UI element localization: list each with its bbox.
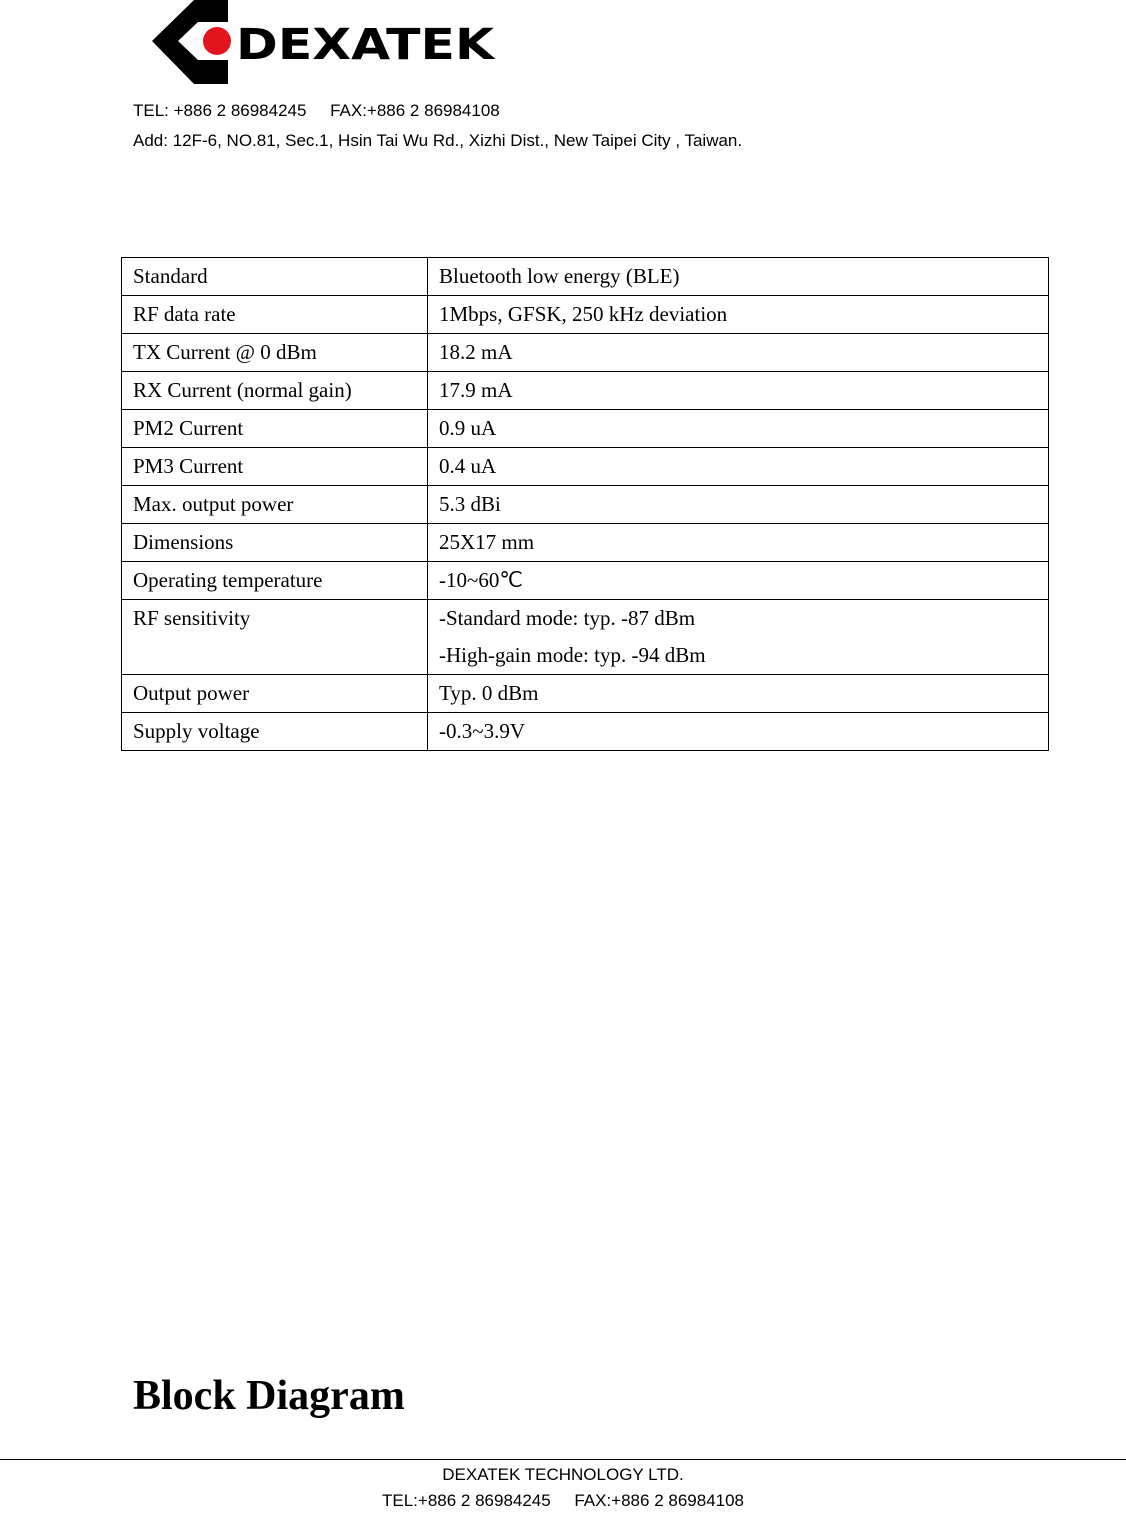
spec-label: Output power bbox=[122, 675, 428, 713]
spec-value: 25X17 mm bbox=[428, 524, 1049, 562]
spec-value: Bluetooth low energy (BLE) bbox=[428, 258, 1049, 296]
header-tel-fax: TEL: +886 2 86984245 FAX:+886 2 86984108 bbox=[133, 101, 500, 120]
table-row bbox=[122, 562, 1049, 600]
logo-wordmark: DEXATEK bbox=[236, 20, 496, 70]
spec-value-line: -Standard mode: typ. -87 dBm bbox=[439, 606, 696, 630]
header-address: Add: 12F-6, NO.81, Sec.1, Hsin Tai Wu Rd., Xizhi Dist., New Taipei City , Taiwan. bbox=[133, 131, 743, 150]
spec-value: 0.9 uA bbox=[428, 410, 1049, 448]
footer-divider bbox=[0, 1459, 1126, 1460]
table-row bbox=[122, 334, 1049, 372]
contact-block bbox=[133, 96, 742, 156]
table-row bbox=[122, 258, 1049, 296]
footer-company: DEXATEK TECHNOLOGY LTD. bbox=[442, 1465, 684, 1484]
spec-value: 18.2 mA bbox=[428, 334, 1049, 372]
spec-value: -0.3~3.9V bbox=[428, 713, 1049, 751]
spec-value-line: -High-gain mode: typ. -94 dBm bbox=[439, 643, 706, 667]
table-row bbox=[122, 448, 1049, 486]
table-row bbox=[122, 410, 1049, 448]
spec-label: PM3 Current bbox=[122, 448, 428, 486]
spec-table bbox=[121, 257, 1049, 751]
logo-red-dot bbox=[203, 27, 231, 55]
table-row bbox=[122, 296, 1049, 334]
spec-value: 1Mbps, GFSK, 250 kHz deviation bbox=[428, 296, 1049, 334]
spec-label: RF data rate bbox=[122, 296, 428, 334]
spec-label: Dimensions bbox=[122, 524, 428, 562]
spec-value: 17.9 mA bbox=[428, 372, 1049, 410]
table-row bbox=[122, 524, 1049, 562]
spec-label: Standard bbox=[122, 258, 428, 296]
table-row bbox=[122, 372, 1049, 410]
table-row bbox=[122, 600, 1049, 675]
table-row bbox=[122, 675, 1049, 713]
spec-value: 5.3 dBi bbox=[428, 486, 1049, 524]
spec-value: -10~60℃ bbox=[428, 562, 1049, 600]
table-row bbox=[122, 486, 1049, 524]
table-row bbox=[122, 713, 1049, 751]
spec-value: 0.4 uA bbox=[428, 448, 1049, 486]
spec-value bbox=[428, 600, 1049, 675]
spec-label: RF sensitivity bbox=[122, 600, 428, 675]
section-title: Block Diagram bbox=[133, 1373, 405, 1419]
dexatek-logo bbox=[150, 0, 500, 84]
spec-label: RX Current (normal gain) bbox=[122, 372, 428, 410]
spec-label: PM2 Current bbox=[122, 410, 428, 448]
page-footer bbox=[0, 1462, 1126, 1514]
footer-tel-fax: TEL:+886 2 86984245 FAX:+886 2 86984108 bbox=[381, 1491, 745, 1510]
spec-label: Max. output power bbox=[122, 486, 428, 524]
spec-label: Operating temperature bbox=[122, 562, 428, 600]
spec-label: TX Current @ 0 dBm bbox=[122, 334, 428, 372]
spec-label: Supply voltage bbox=[122, 713, 428, 751]
spec-value: Typ. 0 dBm bbox=[428, 675, 1049, 713]
